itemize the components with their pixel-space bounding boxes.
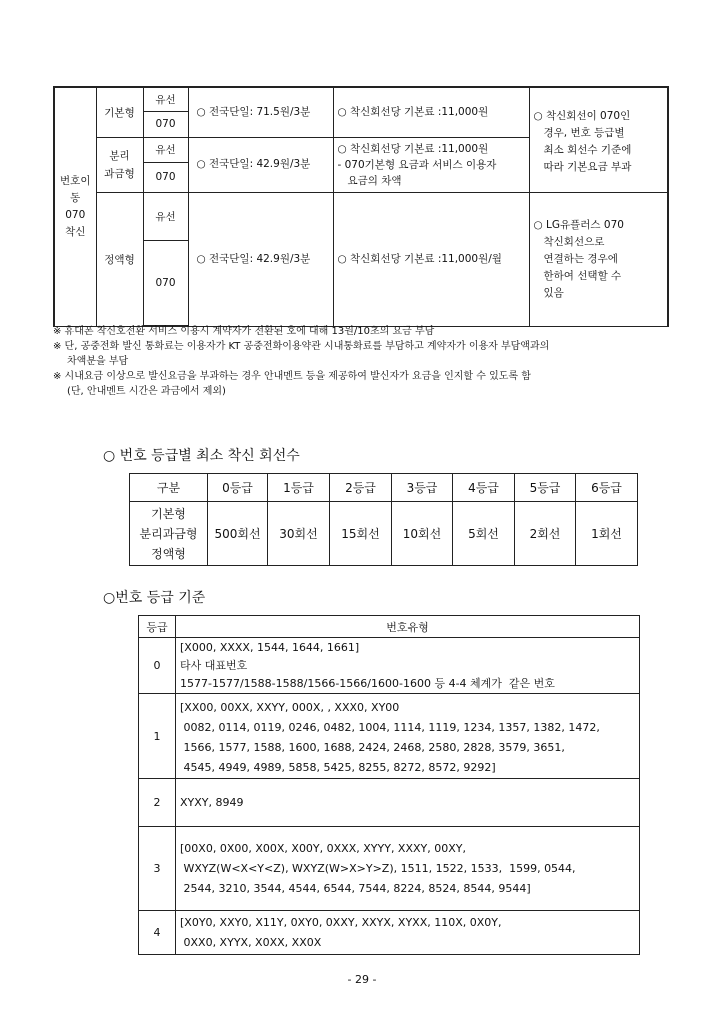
table-row xyxy=(139,694,640,779)
value-cell: 10회선 xyxy=(392,502,453,566)
header-cell: 구분 xyxy=(130,474,208,502)
grade-cell: 4 xyxy=(139,911,176,955)
header-cell: 5등급 xyxy=(515,474,576,502)
section-title-min-lines: ○ 번호 등급별 최소 착신 회선수 xyxy=(103,448,300,464)
type-flat: 정액형 xyxy=(96,192,143,326)
type-split: 분리 과금형 xyxy=(96,137,143,192)
header-cell: 4등급 xyxy=(453,474,515,502)
footnote: 차액분을 부담 xyxy=(67,356,129,367)
grade-cell: 3 xyxy=(139,827,176,911)
header-cell: 등급 xyxy=(139,616,176,638)
table-row xyxy=(139,779,640,827)
grade-cell: 1 xyxy=(139,694,176,779)
value-cell: 1회선 xyxy=(576,502,638,566)
footnotes xyxy=(53,324,673,399)
section-title-grade-criteria: ○번호 등급 기준 xyxy=(103,590,206,606)
header-cell: 1등급 xyxy=(268,474,330,502)
header-cell: 번호유형 xyxy=(176,616,640,638)
note-lgu: ○ LG유플러스 070 착신회선으로 연결하는 경우에 한하여 선택할 수 있음 xyxy=(529,192,668,326)
note-070: ○ 착신회선이 070인 경우, 번호 등급별 최소 회선수 기준에 따라 기본요금 부과 xyxy=(529,87,668,192)
number-type-cell: [X000, XXXX, 1544, 1644, 1661] 타사 대표번호 1577-1577/1588-1588/1566-1566/1600-1600 등 4-4 체계가 같은 번호 xyxy=(176,638,640,694)
base-fee-basic: ○ 착신회선당 기본료 :11,000원 xyxy=(333,87,529,137)
type-basic: 기본형 xyxy=(96,87,143,137)
row-label: 기본형 분리과금형 정액형 xyxy=(130,502,208,566)
footnote: (단, 안내멘트 시간은 과금에서 제외) xyxy=(67,386,226,397)
sub-wired: 유선 xyxy=(143,192,188,240)
number-type-cell: [00X0, 0X00, X00X, X00Y, 0XXX, XYYY, XXXY, 00XY, WXYZ(W<X<Y<Z), WXYZ(W>X>Y>Z), 1511, 1522, 1533, 1599, 0544, 2544, 3210, 3544, 4544, 6544, 7544, 8224, 8524, 8544, 9544] xyxy=(176,827,640,911)
value-cell: 2회선 xyxy=(515,502,576,566)
table-row xyxy=(139,911,640,955)
group-label: 번호이동 070 착신 xyxy=(60,174,91,238)
group-label-cell xyxy=(54,87,96,326)
header-cell: 6등급 xyxy=(576,474,638,502)
header-cell: 3등급 xyxy=(392,474,453,502)
sub-070: 070 xyxy=(143,162,188,192)
value-cell: 5회선 xyxy=(453,502,515,566)
value-cell: 500회선 xyxy=(208,502,268,566)
table-row xyxy=(139,827,640,911)
header-cell: 2등급 xyxy=(330,474,392,502)
number-type-cell: [XX00, 00XX, XXYY, 000X, , XXX0, XY00 0082, 0114, 0119, 0246, 0482, 1004, 1114, 1119, 1234, 1357, 1382, 1472, 1566, 1577, 1588, 1600, 1688, 2424, 2468, 2580, 2828, 3579, 3651, 4545, 4949, 4989, 5858, 5425, 8255, 8272, 8572, 9292] xyxy=(176,694,640,779)
base-fee-split: ○ 착신회선당 기본료 :11,000원 - 070기본형 요금과 서비스 이용자 요금의 차액 xyxy=(333,137,529,192)
footnote: ※ 시내요금 이상으로 발신요금을 부과하는 경우 안내멘트 등을 제공하여 발신자가 요금을 인지할 수 있도록 함 xyxy=(53,371,531,382)
sub-wired: 유선 xyxy=(143,87,188,111)
grade-criteria-table xyxy=(138,615,640,955)
header-cell: 0등급 xyxy=(208,474,268,502)
rate-basic: ○ 전국단일: 71.5원/3분 xyxy=(188,87,333,137)
page-number: - 29 - xyxy=(347,973,377,986)
footnote: ※ 단, 공중전화 발신 통화료는 이용자가 KT 공중전화이용약관 시내통화료를 부담하고 계약자가 이용자 부담액과의 xyxy=(53,341,550,352)
min-lines-table xyxy=(129,473,638,566)
number-type-cell: XYXY, 8949 xyxy=(176,779,640,827)
value-cell: 30회선 xyxy=(268,502,330,566)
rate-split: ○ 전국단일: 42.9원/3분 xyxy=(188,137,333,192)
rate-table xyxy=(53,86,669,327)
header-row xyxy=(139,616,640,638)
grade-cell: 2 xyxy=(139,779,176,827)
footnote: ※ 휴대폰 착신호전환 서비스 이용시 계약자가 전환된 호에 대해 13원/10초의 요금 부담 xyxy=(53,326,435,337)
sub-070: 070 xyxy=(143,240,188,326)
base-fee-flat: ○ 착신회선당 기본료 :11,000원/월 xyxy=(333,192,529,326)
grade-cell: 0 xyxy=(139,638,176,694)
rate-flat: ○ 전국단일: 42.9원/3분 xyxy=(188,192,333,326)
value-cell: 15회선 xyxy=(330,502,392,566)
sub-wired: 유선 xyxy=(143,137,188,162)
number-type-cell: [X0Y0, XXY0, X11Y, 0XY0, 0XXY, XXYX, XYXX, 110X, 0X0Y, 0XX0, XYYX, X0XX, XX0X xyxy=(176,911,640,955)
header-row xyxy=(130,474,638,502)
data-row xyxy=(130,502,638,566)
sub-070: 070 xyxy=(143,111,188,137)
table-row xyxy=(139,638,640,694)
